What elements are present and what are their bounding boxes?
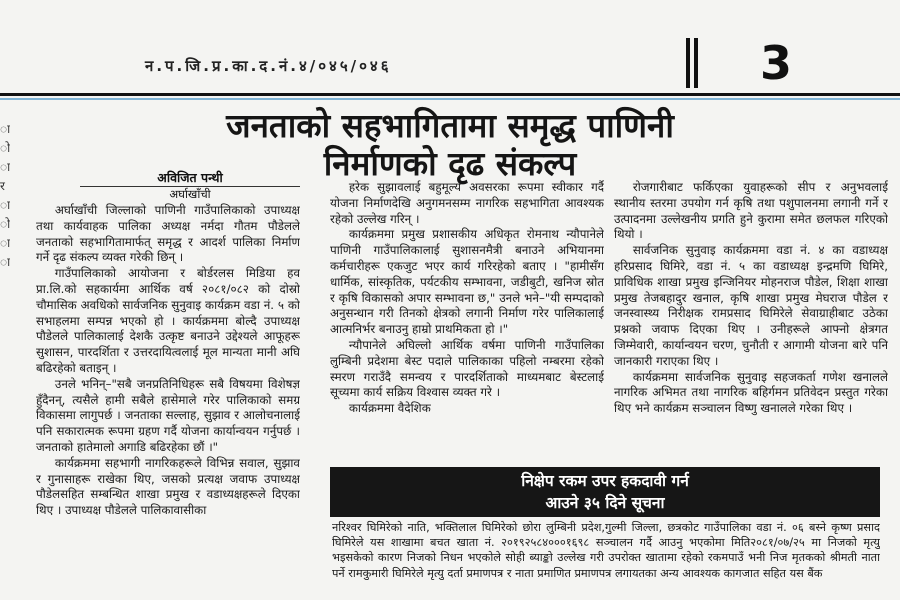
article-column-3 [614, 180, 888, 463]
masthead-bar [686, 38, 690, 88]
paragraph: कार्यक्रममा प्रमुख प्रशासकीय अधिकृत रोमनाथ न्यौपानेले पाणिनी गाउँपालिकालाई सुशासनमैत्री बनाउने अभियानमा कर्मचारीहरू एकजुट भएर कार्य गरिरहेको बताए । "हामीसँग धार्मिक, सांस्कृतिक, पर्यटकीय सम्भावना, जडीबुटी, खनिज स्रोत र कृषि विकासको अपार सम्भावना छ," उनले भने–"यी सम्पदाको अनुसन्धान गरी तिनको क्षेत्रको लगानी निर्माण गरेर पालिकालाई आत्मनिर्भर बनाउनु हाम्रो प्राथमिकता हो ।" [330, 227, 604, 337]
article-column-2 [330, 180, 604, 463]
notice-paragraph: नरिश्वर घिमिरेको नाति, भक्तिलाल घिमिरेको छोरा लुम्बिनी प्रदेश,गुल्मी जिल्ला, छत्रकोट गाउँपालिका वडा नं. ०६ बस्ने कृष्ण प्रसाद घिमिरेले यस शाखामा बचत खाता नं. २०१९२५८४०००१६९८ सञ्चालन गर्दै आउनु भएकोमा मिति२०८१/०७/२५ मा निजको मृत्यु भइसकेको कारण निजको निधन भएकोले सोही ब्याङ्को उल्लेख गरी उपरोक्त खातामा रहेको रकमपाउँ भनी निज मृतकको श्रीमती नाता पर्ने रामकुमारी घिमिरेले मृत्यु दर्ता प्रमाणपत्र र नाता प्रमाणित प्रमाणपत्र लगायतका अन्य आवश्यक कागजात सहित यस बैंक [332, 521, 880, 580]
dateline-location: अर्घाखाँची [80, 186, 300, 202]
byline [80, 170, 300, 202]
masthead-rule [0, 93, 900, 96]
masthead-accent-rule [0, 98, 900, 100]
paragraph: कार्यक्रममा वैदेशिक [348, 401, 431, 416]
adjacent-article-edge: ा ो ा र ा ो ा ा [0, 122, 10, 269]
paragraph: कार्यक्रममा सार्वजनिक सुनुवाइ सहजकर्ता गणेश खनालले नागरिक अभिमत तथा नागरिक बहिर्गमन प्रतिवेदन प्रस्तुत गरेका थिए भने कार्यक्रम सञ्चालन विष्णु खनालले गरेका थिए । [614, 369, 888, 416]
paragraph: कार्यक्रममा सहभागी नागरिकहरूले विभिन्न सवाल, सुझाव र गुनासाहरू राखेका थिए, जसको प्रत्यक्ष जवाफ उपाध्यक्ष पौडेलसहित सम्बन्धित शाखा प्रमुख र वडाध्यक्षहरूले दिएका थिए । उपाध्यक्ष पौडेलले पालिकावासीका [36, 455, 300, 518]
headline-line-1: जनताको सहभागितामा समृद्ध पाणिनी [226, 106, 674, 145]
paragraph: न्यौपानेले अघिल्लो आर्थिक वर्षमा पाणिनी गाउँपालिका लुम्बिनी प्रदेशमा बेस्ट पदाले पालिकाका पहिलो नम्बरमा रहेको स्मरण गराउँदै समन्वय र पारदर्शिताको माध्यमबाट बेस्टलाई सूच्यमा कार्य सक्रिय विश्वास व्यक्त गरे । [330, 337, 604, 400]
paragraph: अर्घाखाँची जिल्लाको पाणिनी गाउँपालिकाको उपाध्यक्ष तथा कार्यवाहक पालिका अध्यक्ष नर्मदा गौतम पौडेलले जनताको सहभागितामार्फत् समृद्ध र आदर्श पालिका निर्माण गर्ने दृढ संकल्प व्यक्त गरेकी छिन् । [36, 203, 300, 265]
paragraph: सार्वजनिक सुनुवाइ कार्यक्रममा वडा नं. ४ का वडाध्यक्ष हरिप्रसाद घिमिरे, वडा नं. ५ का वडाध्यक्ष इन्द्रमणि घिमिरे, प्राविधिक शाखा प्रमुख इन्जिनियर मोहनराज पौडेल, शिक्षा शाखा प्रमुख तेजबहादुर खनाल, कृषि शाखा प्रमुख मेघराज पौडेल र जनस्वास्थ्य निरीक्षक रामप्रसाद घिमिरेले सेवाग्राहीबाट उठेका प्रश्नको जवाफ दिएका थिए । उनीहरूले आफ्नो क्षेत्रगत जिम्मेवारी, कार्यान्वयन चरण, चुनौती र आगामी योजना बारे पनि जानकारी गराएका थिए । [614, 243, 888, 368]
paragraph: हरेक सुझावलाई बहुमूल्य अवसरका रूपमा स्वीकार गर्दै योजना निर्माणदेखि अनुगमनसम्म नागरिक सहभागिता आवश्यक रहेको उल्लेख गरिन् । [330, 180, 604, 226]
article-column-1 [36, 203, 300, 600]
registration-number: न.प.जि.प्र.का.द.नं.४/०४५/०४६ [145, 57, 392, 75]
notice-title-line-1: निक्षेप रकम उपर हकदावी गर्न [521, 472, 689, 490]
notice-title-line-2: आउने ३५ दिने सूचना [545, 494, 665, 512]
notice-body [332, 520, 880, 600]
paragraph: रोजगारीबाट फर्किएका युवाहरूको सीप र अनुभवलाई स्थानीय स्तरमा उपयोग गर्न कृषि तथा पशुपालनमा लगानी गर्ने र उत्पादनमा उल्लेखनीय प्रगति हुने कुरामा समेत छलफल गरिएको थियो । [614, 180, 888, 242]
masthead-bar [694, 38, 698, 88]
notice-banner [330, 467, 880, 517]
paragraph: उनले भनिन्–"सबै जनप्रतिनिधिहरू सबै विषयमा विशेषज्ञ हुँदैनन्, त्यसैले हामी सबैले हासेमाले गरेर पालिकाको समग्र विकासमा लागुपर्छ । जनताका सल्लाह, सुझाव र आलोचनालाई पनि सकारात्मक रूपमा ग्रहण गर्दै योजना कार्यान्वयन गर्नुपर्छ । जनताको हातेमालो अगाडि बढिरहेका छौं ।" [36, 376, 300, 454]
author-name: अविजित पन्थी [157, 170, 223, 185]
headline-line-2: निर्माणको दृढ संकल्प [323, 144, 577, 183]
paragraph: गाउँपालिकाको आयोजना र बोर्डरलस मिडिया हव प्रा.लि.को सहकार्यमा आर्थिक वर्ष २०८१/०८२ को दोस्रो चौमासिक अवधिको सार्वजनिक सुनुवाइ कार्यक्रम वडा नं. ५ को सभाहलमा सम्पन्न भएको हो । कार्यक्रममा बोल्दै उपाध्यक्ष पौडेलले पालिकालाई देशकै उत्कृष्ट बनाउने उद्देश्यले आफूहरू सुशासन, पारदर्शिता र उत्तरदायित्वलाई मूल मान्यता मानी अघि बढिरहेको बताइन् । [36, 266, 300, 375]
page-number: 3 [760, 36, 793, 90]
